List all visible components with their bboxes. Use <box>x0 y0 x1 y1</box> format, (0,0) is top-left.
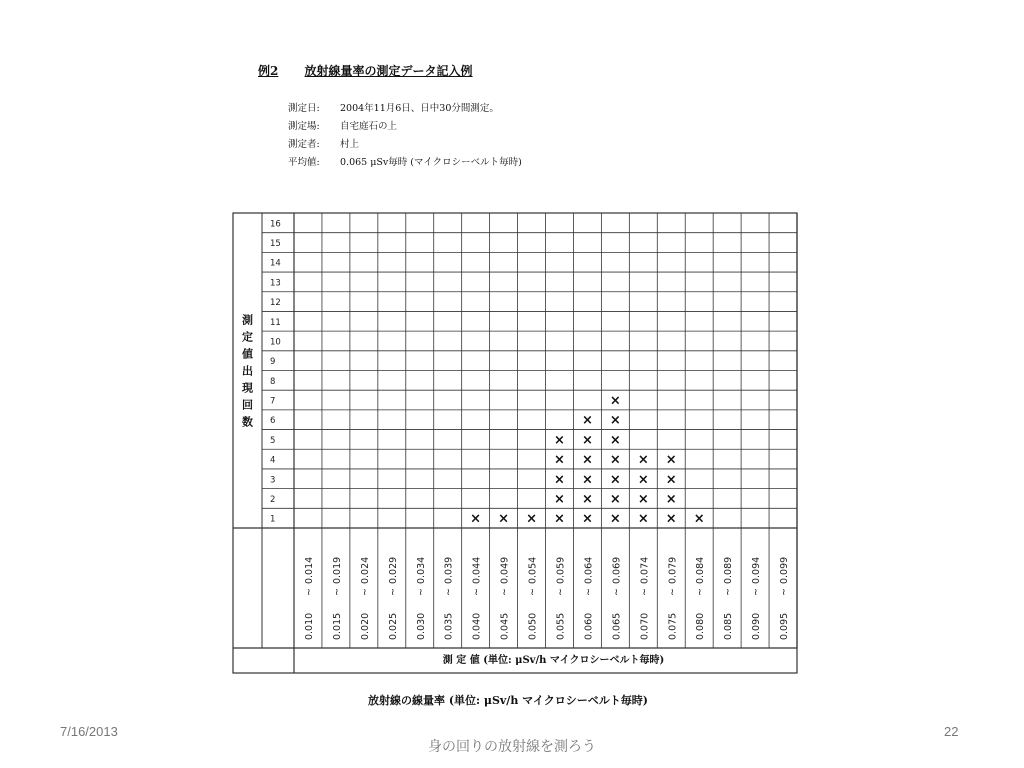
tally-mark: × <box>581 432 593 448</box>
x-tick-range-separator: ~ <box>639 588 651 596</box>
tally-mark: × <box>665 452 677 468</box>
x-tick-range-separator: ~ <box>667 588 679 596</box>
y-tick-label: 6 <box>270 416 276 427</box>
x-tick-label-high: 0.099 <box>779 556 791 584</box>
y-tick-label: 12 <box>270 298 281 309</box>
x-tick-label-low: 0.060 <box>583 612 595 640</box>
info-value: 自宅庭石の上 <box>340 121 398 132</box>
tally-mark: × <box>665 511 677 527</box>
x-axis-title: 測 定 値 (単位: μSv/h マイクロシーベルト毎時) <box>442 655 665 666</box>
tally-mark: × <box>581 472 593 488</box>
chart-frame <box>233 213 797 673</box>
x-tick-label-high: 0.054 <box>527 556 539 584</box>
info-label: 測定者: <box>288 139 320 150</box>
info-value: 村上 <box>340 139 360 150</box>
x-tick-range-separator: ~ <box>443 588 455 596</box>
x-tick-label-low: 0.015 <box>331 612 343 640</box>
tally-mark: × <box>637 491 649 507</box>
x-tick-label-high: 0.049 <box>499 556 511 584</box>
x-tick-label-high: 0.094 <box>751 556 763 584</box>
y-tick-label: 16 <box>270 219 281 230</box>
document-title: 放射線量率の測定データ記入例 <box>304 64 473 78</box>
y-tick-label: 8 <box>270 376 276 387</box>
x-tick-label-high: 0.089 <box>723 556 735 584</box>
y-axis-title-char: 値 <box>242 347 253 361</box>
x-tick-label-low: 0.030 <box>415 612 427 640</box>
info-label: 測定場: <box>288 121 320 132</box>
x-tick-range-separator: ~ <box>415 588 427 596</box>
x-tick-label-low: 0.050 <box>527 612 539 640</box>
tally-mark: × <box>554 511 565 527</box>
x-tick-label-low: 0.070 <box>639 612 651 640</box>
x-tick-label-low: 0.040 <box>471 612 483 640</box>
tally-mark: × <box>498 511 510 527</box>
x-tick-label-low: 0.075 <box>667 612 679 640</box>
x-tick-label-high: 0.034 <box>415 556 427 584</box>
x-tick-range-separator: ~ <box>555 588 567 596</box>
example-number: 例2 <box>258 64 279 78</box>
tally-mark: × <box>665 472 677 488</box>
x-tick-range-separator: ~ <box>583 588 595 596</box>
y-axis-title-char: 出 <box>242 364 253 378</box>
y-tick-label: 10 <box>270 337 281 348</box>
x-tick-label-low: 0.025 <box>387 612 399 640</box>
tally-mark: × <box>470 511 482 527</box>
x-tick-label-low: 0.085 <box>723 612 735 640</box>
tally-mark: × <box>581 413 593 429</box>
tally-mark: × <box>554 452 565 468</box>
x-tick-label-high: 0.044 <box>471 556 483 584</box>
tally-mark: × <box>665 491 677 507</box>
x-tick-label-low: 0.035 <box>443 612 455 640</box>
footer-date: 7/16/2013 <box>60 724 118 739</box>
x-tick-label-high: 0.069 <box>611 556 623 584</box>
y-tick-label: 14 <box>270 258 281 269</box>
x-tick-label-high: 0.024 <box>359 556 371 584</box>
y-axis-title-char: 定 <box>242 330 253 344</box>
x-tick-label-high: 0.074 <box>639 556 651 584</box>
tally-mark: × <box>609 452 621 468</box>
x-tick-range-separator: ~ <box>695 588 707 596</box>
x-tick-range-separator: ~ <box>359 588 371 596</box>
y-tick-label: 1 <box>270 514 276 525</box>
y-axis-title-char: 現 <box>242 381 253 395</box>
x-tick-label-high: 0.084 <box>695 556 707 584</box>
x-tick-range-separator: ~ <box>387 588 399 596</box>
tally-mark: × <box>581 452 593 468</box>
chart-caption: 放射線の線量率 (単位: μSv/h マイクロシーベルト毎時) <box>368 694 648 707</box>
x-tick-range-separator: ~ <box>471 588 483 596</box>
x-tick-range-separator: ~ <box>723 588 735 596</box>
x-tick-label-low: 0.010 <box>303 612 315 640</box>
x-tick-label-low: 0.090 <box>751 612 763 640</box>
y-tick-label: 4 <box>270 455 276 466</box>
footer-page-number: 22 <box>944 724 959 739</box>
tally-mark: × <box>637 452 649 468</box>
x-tick-label-high: 0.029 <box>387 556 399 584</box>
y-axis-title-char: 測 <box>242 313 253 327</box>
x-tick-range-separator: ~ <box>751 588 763 596</box>
y-tick-label: 15 <box>270 239 281 250</box>
tally-mark: × <box>693 511 705 527</box>
x-tick-label-high: 0.059 <box>555 556 567 584</box>
y-axis-title-char: 数 <box>242 415 253 429</box>
y-tick-label: 7 <box>270 396 276 407</box>
x-tick-range-separator: ~ <box>779 588 791 596</box>
tally-mark: × <box>637 472 649 488</box>
x-tick-range-separator: ~ <box>527 588 539 596</box>
x-tick-range-separator: ~ <box>303 588 315 596</box>
tally-mark: × <box>554 432 565 448</box>
x-tick-label-high: 0.014 <box>303 556 315 584</box>
y-axis-title-char: 回 <box>242 398 253 412</box>
x-tick-label-low: 0.020 <box>359 612 371 640</box>
tally-mark: × <box>609 472 621 488</box>
y-tick-label: 3 <box>270 475 276 486</box>
tally-mark: × <box>637 511 649 527</box>
y-tick-label: 11 <box>270 317 281 328</box>
footer-title: 身の回りの放射線を測ろう <box>428 739 596 755</box>
x-tick-label-low: 0.065 <box>611 612 623 640</box>
x-tick-label-low: 0.045 <box>499 612 511 640</box>
x-tick-range-separator: ~ <box>499 588 511 596</box>
x-tick-range-separator: ~ <box>611 588 623 596</box>
x-tick-label-high: 0.079 <box>667 556 679 584</box>
x-tick-range-separator: ~ <box>331 588 343 596</box>
x-tick-label-low: 0.055 <box>555 612 567 640</box>
tally-mark: × <box>609 491 621 507</box>
info-label: 平均値: <box>288 157 320 168</box>
tally-mark: × <box>581 491 593 507</box>
info-label: 測定日: <box>288 103 320 114</box>
tally-mark: × <box>526 511 537 527</box>
x-tick-label-high: 0.039 <box>443 556 455 584</box>
tally-mark: × <box>609 393 621 409</box>
info-value: 0.065 μSv毎時 (マイクロシーベルト毎時) <box>340 157 522 168</box>
x-tick-label-high: 0.019 <box>331 556 343 584</box>
y-tick-label: 9 <box>270 357 276 368</box>
y-tick-label: 5 <box>270 435 276 446</box>
y-tick-label: 2 <box>270 494 276 505</box>
x-tick-label-low: 0.080 <box>695 612 707 640</box>
tally-mark: × <box>581 511 593 527</box>
tally-mark: × <box>609 413 621 429</box>
y-tick-label: 13 <box>270 278 281 289</box>
x-tick-label-low: 0.095 <box>779 612 791 640</box>
tally-mark: × <box>609 432 621 448</box>
info-value: 2004年11月6日、日中30分間測定。 <box>340 103 499 114</box>
tally-mark: × <box>554 472 565 488</box>
tally-mark: × <box>554 491 565 507</box>
tally-mark: × <box>609 511 621 527</box>
x-tick-label-high: 0.064 <box>583 556 595 584</box>
